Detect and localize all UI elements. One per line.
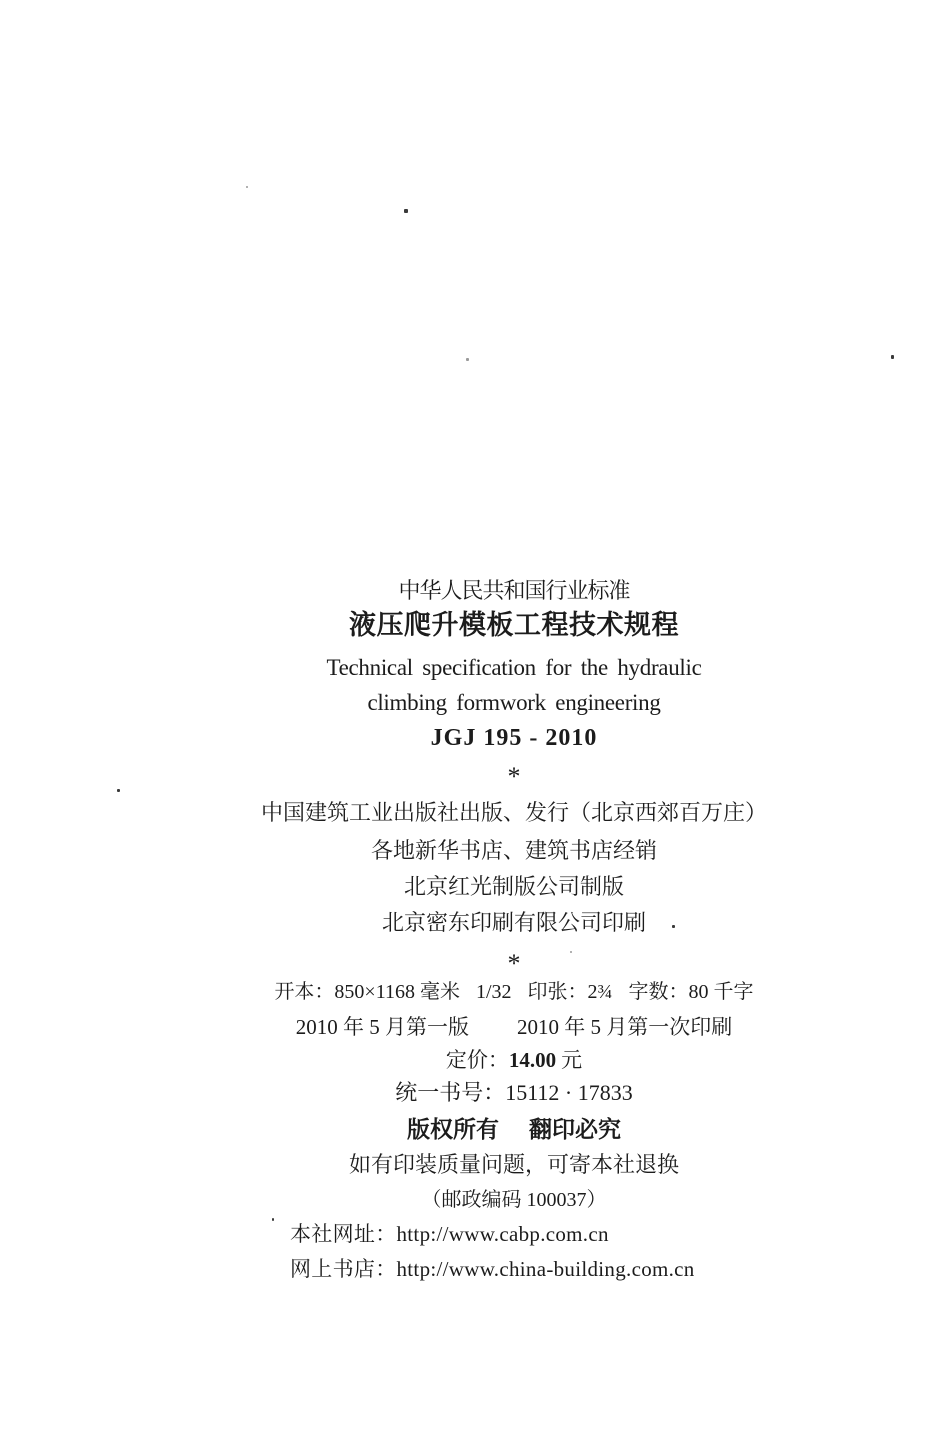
distribution-line: 各地新华书店、建筑书店经销 (370, 838, 657, 863)
price-label: 定价： (445, 1048, 509, 1072)
page-title-zh: 液压爬升模板工程技术规程 (349, 610, 679, 640)
series-label: 中华人民共和国行业标准 (398, 578, 630, 603)
separator-star: * (507, 949, 521, 978)
website-url: http://www.cabp.com.cn (396, 1222, 609, 1246)
page-title-en-line2: climbing formwork engineering (367, 690, 661, 715)
word-count-spec: 字数：80 千字 (628, 981, 754, 1003)
price-line (64, 1048, 950, 1072)
scan-artifact (272, 1218, 274, 1221)
scan-artifact (404, 209, 408, 213)
sheets-spec: 印张：2¾ (527, 981, 613, 1003)
scan-artifact (246, 186, 248, 188)
website-label: 本社网址： (290, 1222, 397, 1246)
printing-line: 北京密东印刷有限公司印刷 (381, 910, 646, 935)
price-unit: 元 (561, 1048, 583, 1072)
book-number-line: 统一书号：15112 · 17833 (395, 1080, 633, 1105)
edition-line (64, 1015, 950, 1039)
page-title-en-line1: Technical specification for the hydraulic (326, 655, 702, 680)
website-line (290, 1222, 609, 1246)
copyright-right: 翻印必究 (529, 1117, 621, 1142)
quality-return-notice: 如有印装质量问题，可寄本社退换 (348, 1152, 679, 1177)
publisher-line: 中国建筑工业出版社出版、发行（北京西郊百万庄） (260, 800, 767, 825)
sheet-fraction: 1/32 (475, 981, 512, 1003)
print-spec-line (64, 981, 950, 1004)
bookstore-label: 网上书店： (290, 1257, 397, 1281)
online-bookstore-line (290, 1257, 695, 1281)
scan-artifact (891, 355, 894, 359)
bookstore-url: http://www.china-building.com.cn (396, 1257, 695, 1281)
standard-code: JGJ 195 - 2010 (430, 725, 598, 751)
plate-making-line: 北京红光制版公司制版 (403, 874, 624, 899)
copyright-notice (64, 1117, 950, 1143)
copyright-left: 版权所有 (407, 1117, 499, 1142)
postal-code-line: （邮政编码 100037） (421, 1189, 607, 1211)
price-value: 14.00 (508, 1048, 557, 1072)
first-edition: 2010 年 5 月第一版 (295, 1015, 469, 1039)
scan-artifact (466, 358, 469, 361)
separator-star: * (507, 762, 521, 791)
first-printing: 2010 年 5 月第一次印刷 (517, 1015, 733, 1039)
format-spec: 开本：850×1168 毫米 (274, 981, 460, 1003)
